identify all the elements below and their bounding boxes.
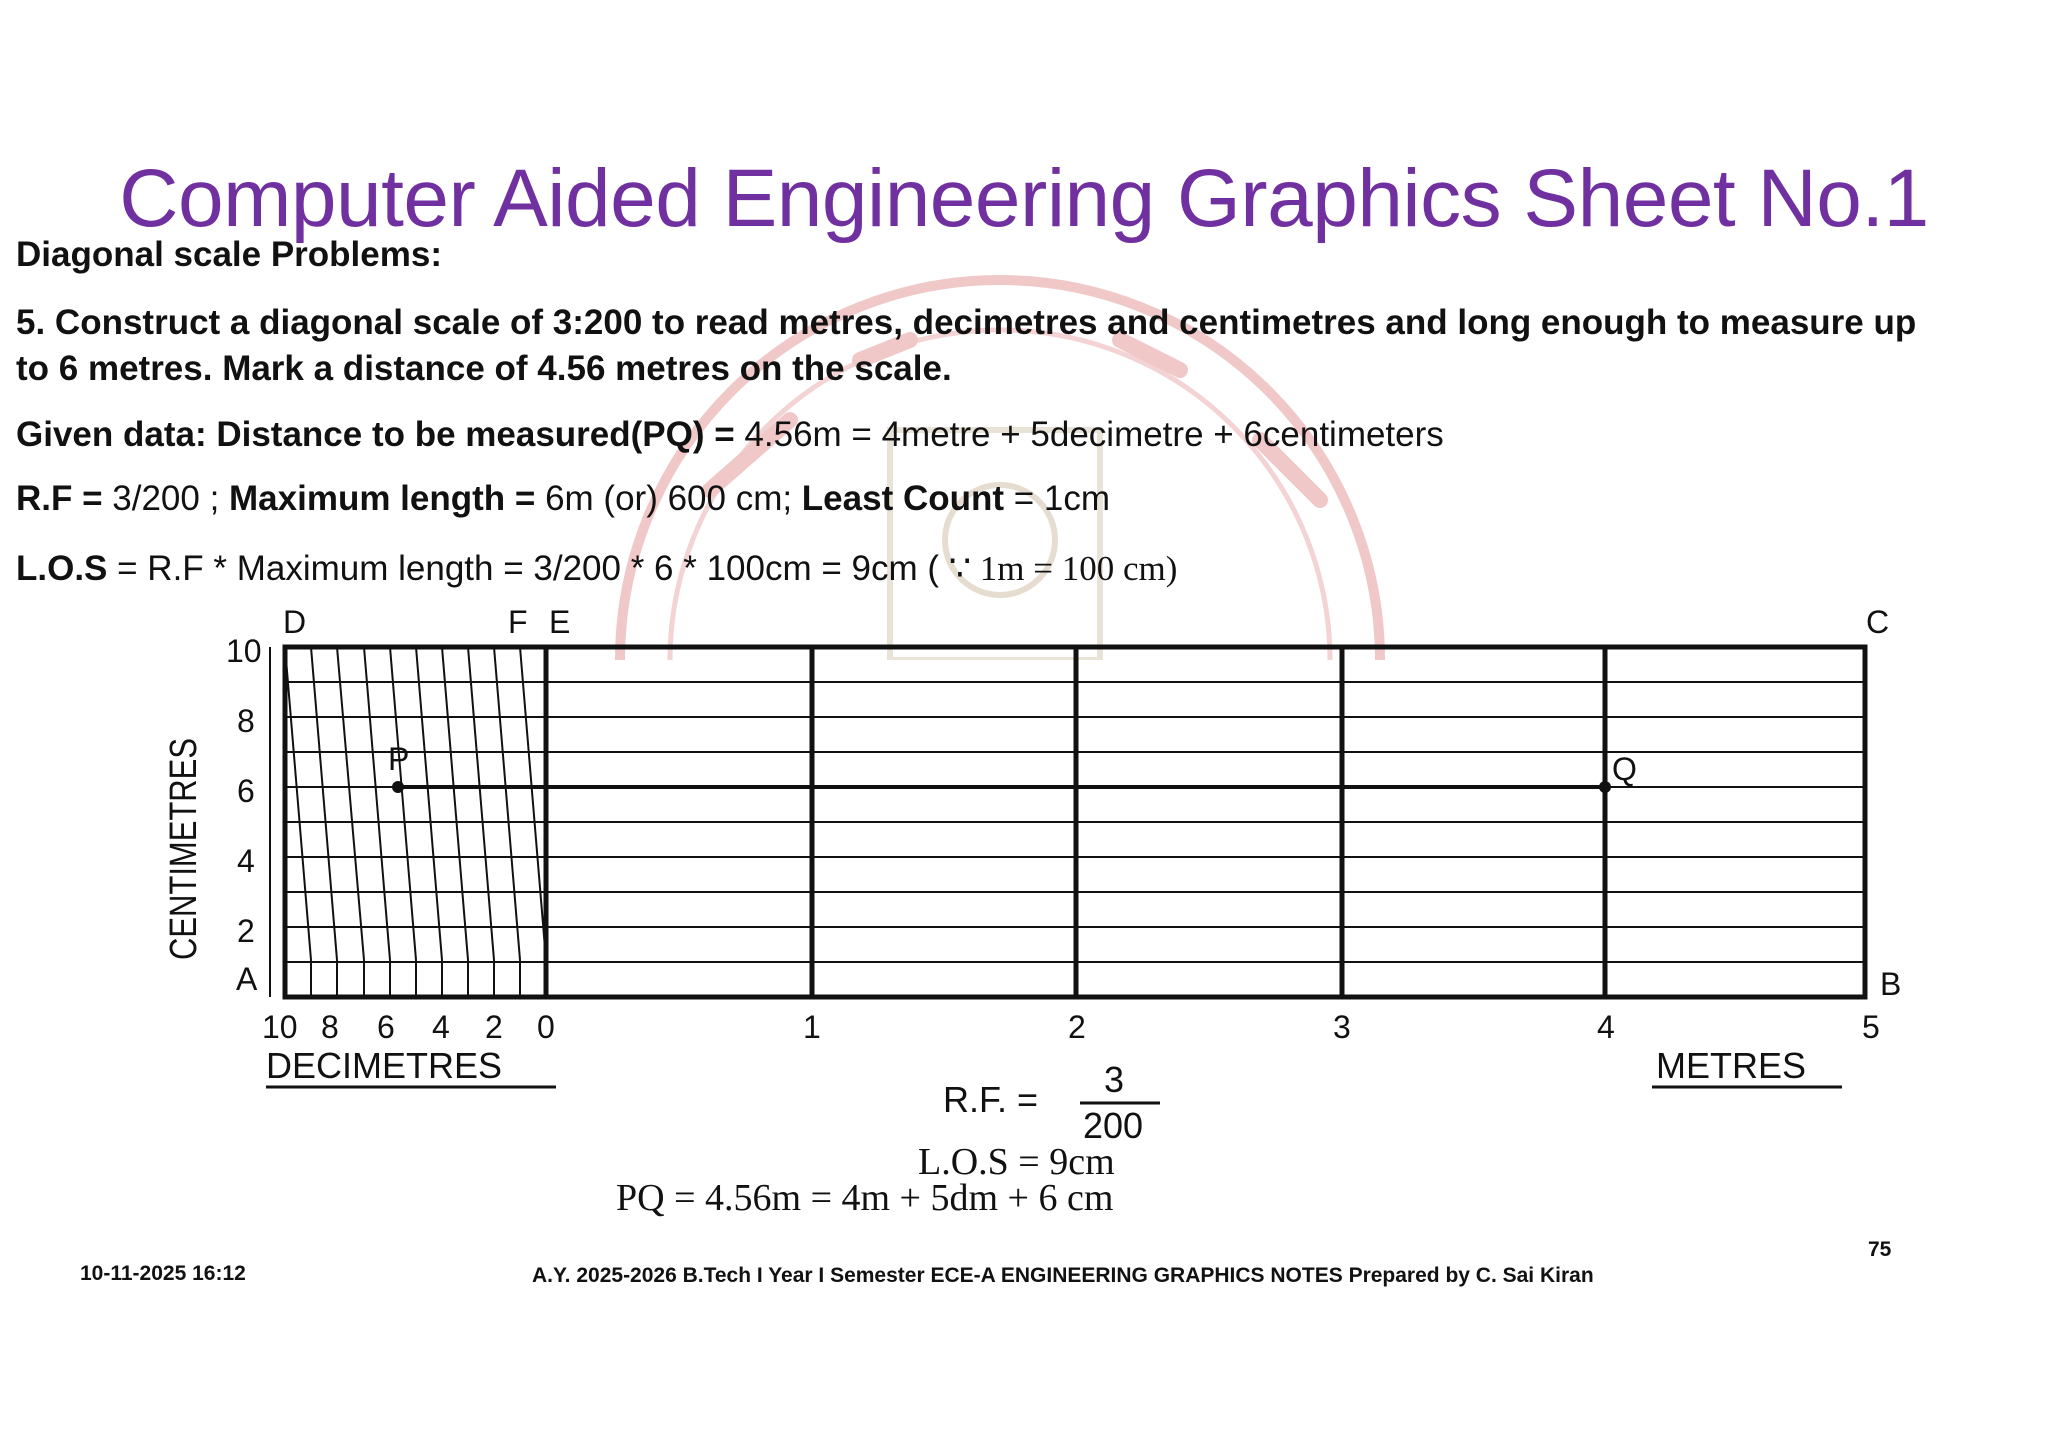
dm-tick-2: 2 — [485, 1009, 503, 1045]
least-count-value: = 1cm — [1004, 479, 1111, 518]
least-count-label: Least Count — [801, 479, 1005, 518]
y-tick-2: 2 — [237, 913, 255, 949]
dm-tick-4: 4 — [432, 1009, 450, 1045]
dm-tick-6: 6 — [377, 1009, 395, 1045]
los-note: ∵ 1m = 100 cm) — [948, 549, 1178, 588]
given-data-line — [16, 412, 1444, 458]
pq-diagram-text: PQ = 4.56m = 4m + 5dm + 6 cm — [616, 1177, 1114, 1219]
slide-title: Computer Aided Engineering Graphics Sheet No.1 — [119, 153, 1929, 244]
point-p-marker — [392, 781, 404, 793]
decimetre-verticals — [311, 960, 520, 997]
label-b: B — [1880, 966, 1902, 1002]
page-number: 75 — [1868, 1238, 1892, 1261]
m-tick-4: 4 — [1597, 1009, 1615, 1045]
rf-numerator: 3 — [1104, 1059, 1125, 1100]
footer-notes: A.Y. 2025-2026 B.Tech I Year I Semester ECE-A ENGINEERING GRAPHICS NOTES Prepared by C. Sai Kiran — [532, 1264, 1594, 1287]
rf-value: 3/200 ; — [102, 479, 230, 518]
rf-denominator: 200 — [1083, 1105, 1144, 1146]
m-tick-3: 3 — [1333, 1009, 1351, 1045]
dm-tick-10: 10 — [262, 1009, 298, 1045]
max-length-value: 6m (or) 600 cm; — [535, 479, 802, 518]
los-line — [16, 546, 1177, 592]
los-label: L.O.S — [16, 549, 108, 588]
point-q-marker — [1599, 781, 1611, 793]
rf-label: R.F = — [16, 479, 103, 518]
los-diagram-text: L.O.S = 9cm — [918, 1141, 1115, 1183]
problem-line-2: to 6 metres. Mark a distance of 4.56 metres on the scale. — [16, 349, 952, 388]
y-tick-6: 6 — [237, 773, 255, 809]
rf-prefix: R.F. = — [943, 1079, 1039, 1120]
max-length-label: Maximum length = — [229, 479, 536, 518]
label-a: A — [236, 961, 258, 997]
dm-tick-8: 8 — [321, 1009, 339, 1045]
label-c: C — [1866, 604, 1890, 640]
given-data-value: 4.56m = 4metre + 5decimetre + 6centimeters — [734, 415, 1444, 454]
y-tick-10: 10 — [226, 633, 262, 669]
rf-line — [16, 476, 1110, 522]
section-heading: Diagonal scale Problems: — [16, 235, 442, 274]
label-e: E — [549, 604, 571, 640]
diagonal-scale-diagram — [0, 600, 2048, 1240]
los-formula: = R.F * Maximum length = 3/200 * 6 * 100cm = 9cm ( — [107, 549, 949, 588]
m-tick-1: 1 — [803, 1009, 821, 1045]
metres-label: METRES — [1656, 1045, 1807, 1086]
footer-datetime: 10-11-2025 16:12 — [80, 1262, 246, 1285]
dm-tick-0: 0 — [537, 1009, 555, 1045]
label-f: F — [508, 604, 528, 640]
label-p: P — [388, 741, 410, 777]
label-d: D — [283, 604, 307, 640]
given-data-label: Given data: Distance to be measured(PQ) = — [16, 415, 735, 454]
problem-line-1: 5. Construct a diagonal scale of 3:200 to read metres, decimetres and centimetres and long enough to measure up — [16, 303, 1917, 342]
centimetres-axis-title: CENTIMETRES — [163, 687, 205, 960]
decimetres-label: DECIMETRES — [266, 1045, 503, 1086]
label-q: Q — [1612, 751, 1637, 787]
y-tick-4: 4 — [237, 843, 255, 879]
m-tick-2: 2 — [1068, 1009, 1086, 1045]
m-tick-5: 5 — [1862, 1009, 1880, 1045]
diagonal-lines — [285, 647, 546, 960]
y-tick-8: 8 — [237, 703, 255, 739]
